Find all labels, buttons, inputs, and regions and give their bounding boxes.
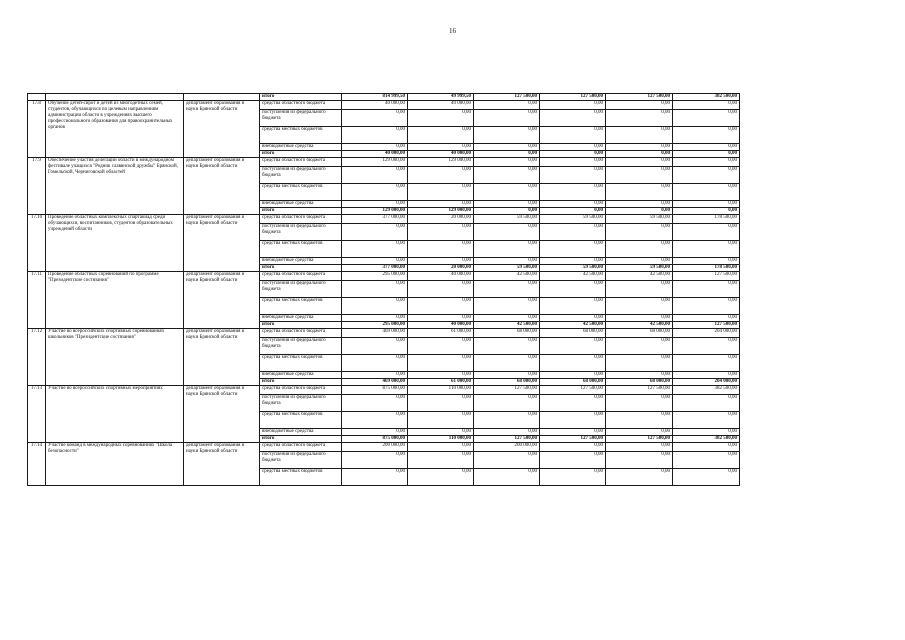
amount-cell: 0,00 [606,167,673,184]
amount-cell: 0,00 [540,412,606,429]
amount-cell: 0,00 [540,127,606,144]
funding-source-cell: поступления из федерального бюджета [260,338,342,355]
amount-cell: 42 500,00 [474,272,540,281]
amount-cell: 0,00 [342,144,408,151]
funding-source-cell: итого [260,265,342,272]
amount-cell: 0,00 [673,258,740,265]
amount-cell: 0,00 [342,281,408,298]
funding-source-cell: средства областного бюджета [260,215,342,224]
amount-cell: 469 000,00 [342,379,408,386]
amount-cell: 0,00 [342,429,408,436]
item-number-cell: 17.11 [28,272,46,329]
amount-cell: 0,00 [606,258,673,265]
amount-cell: 127 500,00 [540,436,606,443]
amount-cell: 42 500,00 [474,322,540,329]
amount-cell: 40 000,00 [408,272,474,281]
amount-cell: 0,00 [474,127,540,144]
amount-cell: 0,00 [673,241,740,258]
amount-cell: 0,00 [474,184,540,201]
empty-cell [46,94,184,101]
item-number-cell: 17.12 [28,329,46,386]
amount-cell: 68 000,00 [474,379,540,386]
amount-cell: 59 500,00 [540,265,606,272]
amount-cell: 0,00 [474,201,540,208]
amount-cell: 59 500,00 [474,265,540,272]
amount-cell: 0,00 [540,110,606,127]
executor-cell: департамент образования и науки Брянской области [184,329,260,386]
amount-cell: 382 500,00 [673,386,740,395]
amount-cell: 0,00 [540,241,606,258]
funding-source-cell: внебюджетные средства [260,372,342,379]
amount-cell: 0,00 [408,241,474,258]
amount-cell: 68 000,00 [606,329,673,338]
amount-cell: 0,00 [673,338,740,355]
amount-cell: 129 000,00 [408,158,474,167]
amount-cell: 0,00 [606,201,673,208]
funding-source-cell: итого [260,151,342,158]
amount-cell: 0,00 [540,338,606,355]
amount-cell: 20 000,00 [408,265,474,272]
executor-cell: департамент образования и науки Брянской области [184,386,260,443]
amount-cell: 0,00 [540,101,606,110]
amount-cell: 0,00 [408,224,474,241]
amount-cell: 0,00 [673,443,740,452]
amount-cell: 382 500,00 [673,436,740,443]
funding-source-cell: средства местных бюджетов [260,469,342,486]
amount-cell: 0,00 [342,469,408,486]
amount-cell: 0,00 [408,110,474,127]
amount-cell: 0,00 [540,429,606,436]
amount-cell: 469 000,00 [342,329,408,338]
activity-name-cell: Участие во всероссийских спортивных соревнованиях школьников "Президентские состязания" [46,329,184,386]
amount-cell: 295 000,00 [342,272,408,281]
item-number-cell: 17.9 [28,158,46,215]
executor-cell: департамент образования и науки Брянской области [184,215,260,272]
amount-cell: 814 999,50 [342,94,408,101]
amount-cell: 0,00 [606,208,673,215]
amount-cell: 0,00 [673,110,740,127]
amount-cell: 382 500,00 [673,94,740,101]
amount-cell: 0,00 [673,151,740,158]
amount-cell: 42 500,00 [606,272,673,281]
page-number: 16 [449,27,456,35]
amount-cell: 200 000,00 [474,443,540,452]
amount-cell: 129 000,00 [408,208,474,215]
amount-cell: 40 000,00 [408,101,474,110]
amount-cell: 0,00 [474,372,540,379]
amount-cell: 40 000,00 [342,151,408,158]
amount-cell: 0,00 [606,151,673,158]
amount-cell: 0,00 [408,429,474,436]
amount-cell: 875 000,00 [342,436,408,443]
amount-cell: 0,00 [408,412,474,429]
amount-cell: 0,00 [342,338,408,355]
amount-cell: 0,00 [408,144,474,151]
amount-cell: 0,00 [408,315,474,322]
amount-cell: 0,00 [540,355,606,372]
amount-cell: 0,00 [474,315,540,322]
amount-cell: 0,00 [540,315,606,322]
amount-cell: 127 500,00 [474,436,540,443]
amount-cell: 0,00 [606,281,673,298]
empty-cell [28,94,46,101]
table-row-carried-total [28,94,740,101]
funding-source-cell: итого [260,208,342,215]
amount-cell: 0,00 [474,224,540,241]
amount-cell: 0,00 [474,144,540,151]
activity-name-cell: Участие команд в международных соревнованиях "Школа безопасности" [46,443,184,486]
table-row [28,272,740,281]
amount-cell: 0,00 [606,224,673,241]
funding-source-cell: итого [260,322,342,329]
amount-cell: 0,00 [606,443,673,452]
budget-table [27,93,740,486]
amount-cell: 178 500,00 [673,215,740,224]
funding-source-cell: средства местных бюджетов [260,241,342,258]
amount-cell: 295 000,00 [342,322,408,329]
amount-cell: 0,00 [408,395,474,412]
table-row [28,215,740,224]
amount-cell: 0,00 [342,224,408,241]
amount-cell: 127 500,00 [606,386,673,395]
funding-source-cell: поступления из федерального бюджета [260,281,342,298]
funding-source-cell: средства областного бюджета [260,329,342,338]
amount-cell: 0,00 [408,452,474,469]
amount-cell: 0,00 [673,144,740,151]
amount-cell: 0,00 [540,395,606,412]
amount-cell: 0,00 [474,208,540,215]
amount-cell: 0,00 [606,144,673,151]
amount-cell: 0,00 [474,298,540,315]
amount-cell: 0,00 [474,167,540,184]
amount-cell: 110 000,00 [408,386,474,395]
amount-cell: 204 000,00 [673,329,740,338]
table-row [28,386,740,395]
amount-cell: 0,00 [606,338,673,355]
amount-cell: 40 000,00 [408,151,474,158]
amount-cell: 68 000,00 [474,329,540,338]
funding-source-cell: поступления из федерального бюджета [260,395,342,412]
funding-source-cell: внебюджетные средства [260,258,342,265]
table-row [28,101,740,110]
amount-cell: 0,00 [673,469,740,486]
amount-cell: 127 500,00 [540,94,606,101]
funding-source-cell: поступления из федерального бюджета [260,167,342,184]
amount-cell: 377 000,00 [342,265,408,272]
amount-cell: 0,00 [540,372,606,379]
amount-cell: 59 500,00 [540,215,606,224]
amount-cell: 0,00 [673,127,740,144]
amount-cell: 0,00 [606,127,673,144]
amount-cell: 0,00 [540,443,606,452]
amount-cell: 0,00 [606,101,673,110]
amount-cell: 0,00 [606,412,673,429]
funding-source-cell: внебюджетные средства [260,201,342,208]
amount-cell: 0,00 [474,258,540,265]
amount-cell: 0,00 [408,258,474,265]
amount-cell: 59 500,00 [606,265,673,272]
item-number-cell: 17.10 [28,215,46,272]
amount-cell: 0,00 [408,355,474,372]
amount-cell: 0,00 [540,167,606,184]
amount-cell: 0,00 [673,101,740,110]
amount-cell: 0,00 [342,241,408,258]
amount-cell: 0,00 [474,429,540,436]
amount-cell: 200 000,00 [342,443,408,452]
amount-cell: 0,00 [342,355,408,372]
amount-cell: 204 000,00 [673,379,740,386]
amount-cell: 127 500,00 [474,94,540,101]
amount-cell: 68 000,00 [540,329,606,338]
funding-source-cell: средства областного бюджета [260,386,342,395]
amount-cell: 0,00 [474,338,540,355]
amount-cell: 0,00 [673,452,740,469]
item-number-cell: 17.14 [28,443,46,486]
amount-cell: 0,00 [474,355,540,372]
amount-cell: 0,00 [540,298,606,315]
funding-source-cell: средства областного бюджета [260,272,342,281]
amount-cell: 0,00 [474,151,540,158]
amount-cell: 0,00 [606,298,673,315]
amount-cell: 0,00 [673,315,740,322]
amount-cell: 0,00 [342,298,408,315]
amount-cell: 61 000,00 [408,379,474,386]
amount-cell: 42 500,00 [540,272,606,281]
amount-cell: 0,00 [606,315,673,322]
amount-cell: 0,00 [540,158,606,167]
amount-cell: 0,00 [408,469,474,486]
amount-cell: 129 000,00 [342,208,408,215]
amount-cell: 68 000,00 [606,379,673,386]
amount-cell: 40 000,00 [342,101,408,110]
executor-cell: департамент образования и науки Брянской области [184,272,260,329]
amount-cell: 0,00 [342,452,408,469]
amount-cell: 0,00 [474,158,540,167]
amount-cell: 0,00 [606,395,673,412]
amount-cell: 0,00 [673,208,740,215]
amount-cell: 0,00 [540,452,606,469]
amount-cell: 49 999,50 [408,94,474,101]
amount-cell: 0,00 [408,281,474,298]
amount-cell: 0,00 [673,167,740,184]
funding-source-cell: средства областного бюджета [260,443,342,452]
amount-cell: 0,00 [673,224,740,241]
amount-cell: 0,00 [673,184,740,201]
empty-cell [184,94,260,101]
amount-cell: 0,00 [342,258,408,265]
amount-cell: 0,00 [606,452,673,469]
amount-cell: 0,00 [673,372,740,379]
funding-source-cell: итого [260,436,342,443]
amount-cell: 377 000,00 [342,215,408,224]
amount-cell: 127 500,00 [673,322,740,329]
funding-source-cell: поступления из федерального бюджета [260,452,342,469]
amount-cell: 129 000,00 [342,158,408,167]
executor-cell: департамент образования и науки Брянской области [184,443,260,486]
activity-name-cell: Обучение детей-сирот и детей из многодетных семей, студентов, обучающихся по целевым направлениям администрации области в учреждениях высшего профессионального образования для правоохранительных органов [46,101,184,158]
funding-source-cell: средства местных бюджетов [260,184,342,201]
amount-cell: 0,00 [474,281,540,298]
funding-source-cell: средства областного бюджета [260,101,342,110]
table-row [28,158,740,167]
amount-cell: 0,00 [408,127,474,144]
amount-cell: 0,00 [673,201,740,208]
activity-name-cell: Участие во всероссийских спортивных мероприятиях [46,386,184,443]
amount-cell: 0,00 [342,201,408,208]
amount-cell: 0,00 [474,110,540,127]
funding-source-cell: итого [260,379,342,386]
amount-cell: 59 500,00 [606,215,673,224]
funding-source-cell: поступления из федерального бюджета [260,110,342,127]
funding-source-cell: поступления из федерального бюджета [260,224,342,241]
activity-name-cell: Обеспечение участия делегации области в международном фестивале учащихся "Родник славянской дружбы" Брянской, Гомельской, Черниговской областей [46,158,184,215]
amount-cell: 0,00 [673,355,740,372]
amount-cell: 0,00 [342,110,408,127]
funding-source-cell: итого [260,94,342,101]
amount-cell: 0,00 [606,184,673,201]
amount-cell: 0,00 [540,281,606,298]
amount-cell: 0,00 [408,201,474,208]
activity-name-cell: Проведение областных комплексных спартакиад среди обучающихся, воспитанников, студентов образовательных учреждений области [46,215,184,272]
amount-cell: 0,00 [540,224,606,241]
amount-cell: 59 500,00 [474,215,540,224]
amount-cell: 127 500,00 [540,386,606,395]
amount-cell: 0,00 [540,201,606,208]
amount-cell: 0,00 [408,443,474,452]
amount-cell: 178 500,00 [673,265,740,272]
table-row [28,443,740,452]
amount-cell: 127 500,00 [474,386,540,395]
amount-cell: 0,00 [673,281,740,298]
amount-cell: 0,00 [342,184,408,201]
amount-cell: 0,00 [342,412,408,429]
amount-cell: 0,00 [342,167,408,184]
item-number-cell: 17.13 [28,386,46,443]
amount-cell: 0,00 [606,355,673,372]
funding-source-cell: внебюджетные средства [260,315,342,322]
funding-source-cell: внебюджетные средства [260,144,342,151]
amount-cell: 0,00 [540,208,606,215]
executor-cell: департамент образования и науки Брянской области [184,101,260,158]
amount-cell: 0,00 [474,412,540,429]
item-number-cell: 17.8 [28,101,46,158]
funding-source-cell: средства местных бюджетов [260,127,342,144]
activity-name-cell: Проведение областных соревнований по программе "Президентские состязания" [46,272,184,329]
amount-cell: 0,00 [408,167,474,184]
funding-source-cell: средства областного бюджета [260,158,342,167]
amount-cell: 0,00 [342,127,408,144]
amount-cell: 0,00 [673,412,740,429]
table-row [28,329,740,338]
amount-cell: 0,00 [606,110,673,127]
amount-cell: 127 500,00 [673,272,740,281]
amount-cell: 0,00 [474,395,540,412]
amount-cell: 127 500,00 [606,436,673,443]
amount-cell: 0,00 [408,338,474,355]
amount-cell: 0,00 [606,469,673,486]
amount-cell: 0,00 [474,241,540,258]
amount-cell: 0,00 [474,101,540,110]
amount-cell: 0,00 [342,395,408,412]
amount-cell: 0,00 [673,395,740,412]
amount-cell: 127 500,00 [606,94,673,101]
amount-cell: 0,00 [342,372,408,379]
amount-cell: 875 000,00 [342,386,408,395]
amount-cell: 0,00 [540,144,606,151]
amount-cell: 0,00 [540,151,606,158]
amount-cell: 0,00 [540,469,606,486]
amount-cell: 42 500,00 [606,322,673,329]
amount-cell: 42 500,00 [540,322,606,329]
amount-cell: 0,00 [540,258,606,265]
amount-cell: 0,00 [606,372,673,379]
amount-cell: 0,00 [408,184,474,201]
amount-cell: 20 000,00 [408,215,474,224]
executor-cell: департамент образования и науки Брянской области [184,158,260,215]
amount-cell: 0,00 [606,158,673,167]
amount-cell: 0,00 [408,372,474,379]
funding-source-cell: внебюджетные средства [260,429,342,436]
amount-cell: 0,00 [606,241,673,258]
funding-source-cell: средства местных бюджетов [260,412,342,429]
amount-cell: 0,00 [342,315,408,322]
amount-cell: 68 000,00 [540,379,606,386]
amount-cell: 40 000,00 [408,322,474,329]
funding-source-cell: средства местных бюджетов [260,298,342,315]
amount-cell: 0,00 [673,429,740,436]
amount-cell: 0,00 [673,298,740,315]
amount-cell: 0,00 [474,452,540,469]
amount-cell: 0,00 [673,158,740,167]
amount-cell: 61 000,00 [408,329,474,338]
amount-cell: 0,00 [606,429,673,436]
amount-cell: 0,00 [540,184,606,201]
amount-cell: 0,00 [474,469,540,486]
funding-source-cell: средства местных бюджетов [260,355,342,372]
amount-cell: 0,00 [408,298,474,315]
amount-cell: 110 000,00 [408,436,474,443]
